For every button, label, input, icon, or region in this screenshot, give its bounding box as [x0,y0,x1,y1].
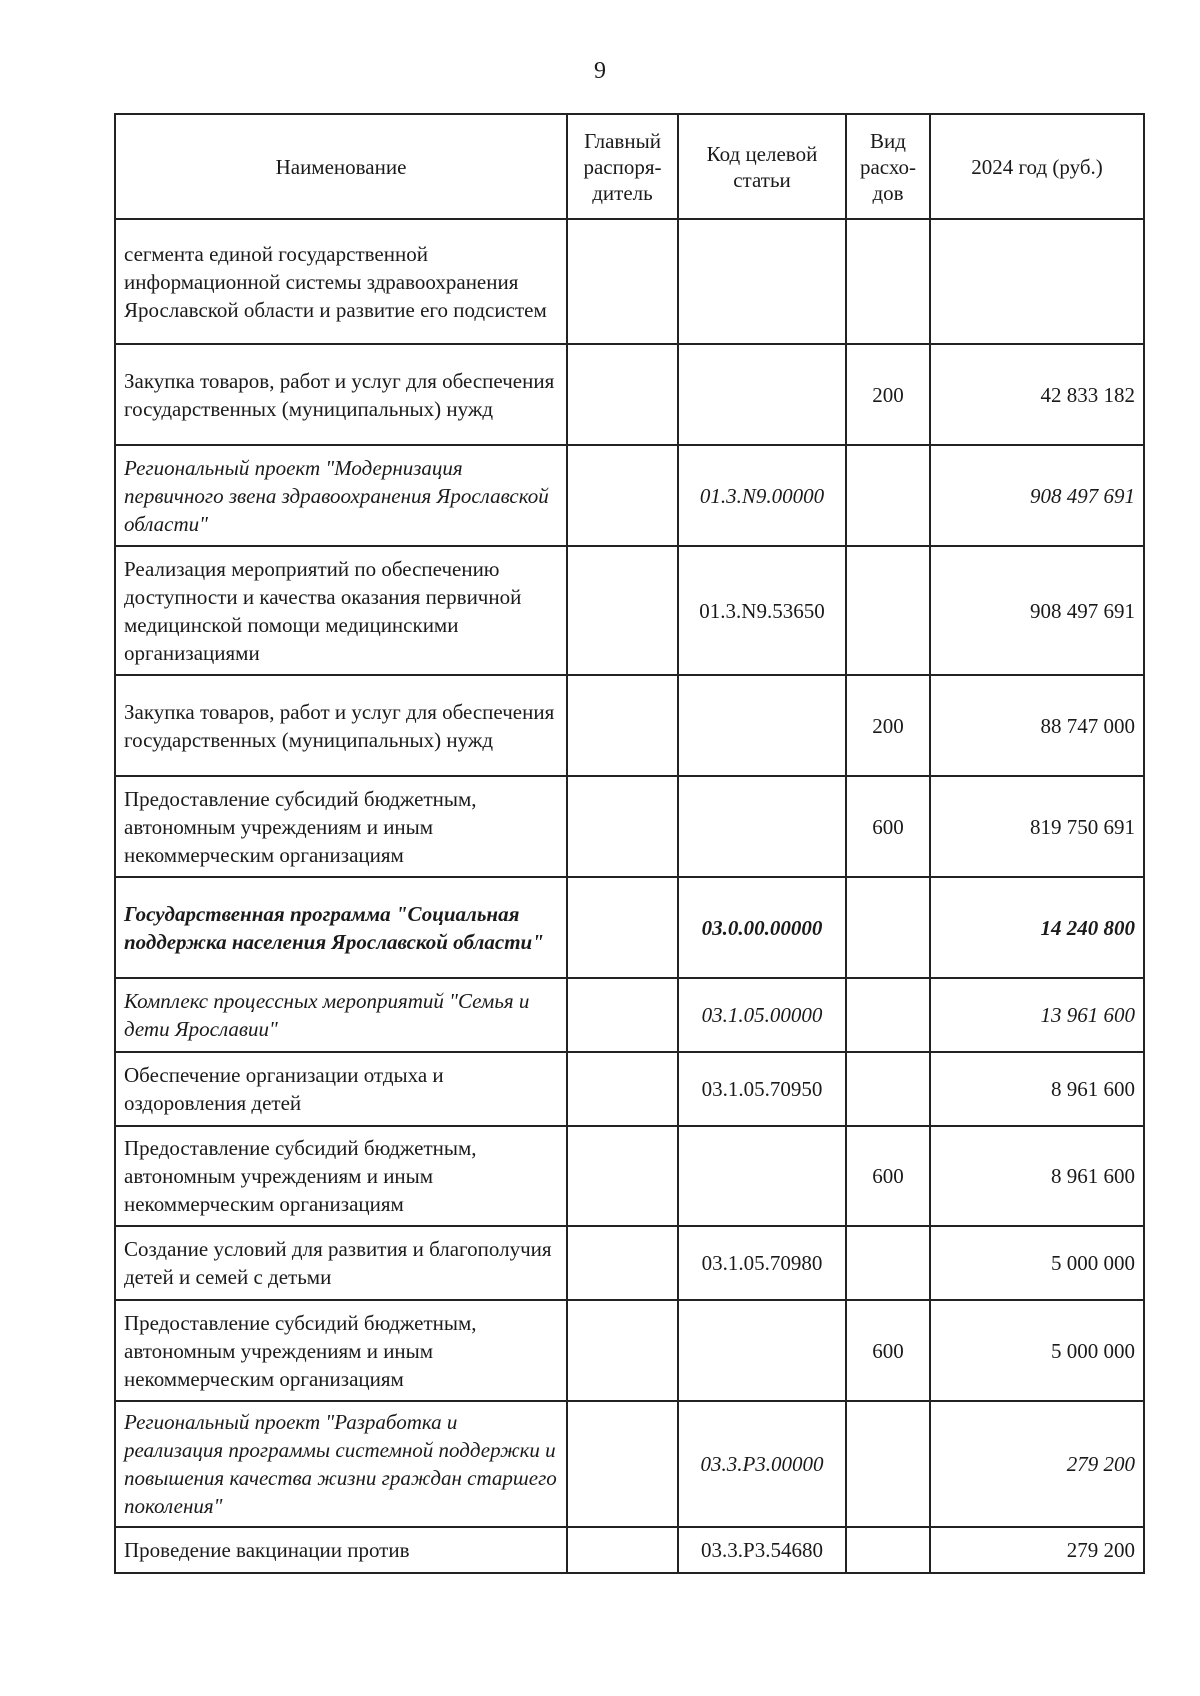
table-row [115,877,1144,978]
row-code: 03.0.00.00000 [678,877,846,978]
table-row [115,978,1144,1052]
row-manager [567,546,678,675]
row-manager [567,877,678,978]
row-amount: 14 240 800 [930,877,1144,978]
table-row [115,1226,1144,1300]
row-type [846,445,930,546]
row-amount: 279 200 [930,1401,1144,1527]
row-type [846,1052,930,1126]
table-header-row [115,114,1144,219]
row-type [846,978,930,1052]
row-code: 01.3.N9.00000 [678,445,846,546]
row-manager [567,1226,678,1300]
header-name: Наименование [115,114,567,219]
row-manager [567,1052,678,1126]
row-name: Реализация мероприятий по обеспечению доступности и качества оказания первичной медицинской помощи медицинскими организациями [115,546,567,675]
row-name: Обеспечение организации отдыха и оздоровления детей [115,1052,567,1126]
row-code [678,1300,846,1401]
row-manager [567,219,678,344]
row-name: Проведение вакцинации против [115,1527,567,1573]
row-code: 03.1.05.70980 [678,1226,846,1300]
row-manager [567,675,678,776]
table-body [115,219,1144,1573]
row-type: 600 [846,1300,930,1401]
table-row [115,1052,1144,1126]
row-manager [567,1300,678,1401]
table-row [115,1300,1144,1401]
row-name: Предоставление субсидий бюджетным, автономным учреждениям и иным некоммерческим организациям [115,776,567,877]
row-code [678,1126,846,1226]
table-row [115,344,1144,445]
row-code: 01.3.N9.53650 [678,546,846,675]
row-type [846,877,930,978]
row-amount: 8 961 600 [930,1052,1144,1126]
row-amount: 908 497 691 [930,546,1144,675]
row-code [678,219,846,344]
row-code [678,675,846,776]
table-row [115,1126,1144,1226]
row-code [678,776,846,877]
header-amount: 2024 год (руб.) [930,114,1144,219]
row-manager [567,1401,678,1527]
row-type: 600 [846,776,930,877]
row-name: Государственная программа "Социальная поддержка населения Ярославской области" [115,877,567,978]
row-amount [930,219,1144,344]
row-type [846,1401,930,1527]
row-type [846,1226,930,1300]
page-number: 9 [594,58,606,84]
row-name: Создание условий для развития и благополучия детей и семей с детьми [115,1226,567,1300]
row-manager [567,344,678,445]
table-row [115,1401,1144,1527]
row-name: Предоставление субсидий бюджетным, автономным учреждениям и иным некоммерческим организациям [115,1300,567,1401]
table-row [115,546,1144,675]
row-name: Закупка товаров, работ и услуг для обеспечения государственных (муниципальных) нужд [115,675,567,776]
row-name: Предоставление субсидий бюджетным, автономным учреждениям и иным некоммерческим организациям [115,1126,567,1226]
row-name: Комплекс процессных мероприятий "Семья и дети Ярославии" [115,978,567,1052]
row-manager [567,445,678,546]
row-amount: 279 200 [930,1527,1144,1573]
row-amount: 5 000 000 [930,1226,1144,1300]
row-code: 03.1.05.00000 [678,978,846,1052]
row-code: 03.3.P3.00000 [678,1401,846,1527]
row-manager [567,1527,678,1573]
header-code: Код целевой статьи [678,114,846,219]
row-type [846,1527,930,1573]
row-amount: 8 961 600 [930,1126,1144,1226]
table-row [115,219,1144,344]
budget-table [114,113,1145,1574]
table-row [115,776,1144,877]
row-name: Региональный проект "Модернизация первичного звена здравоохранения Ярославской области" [115,445,567,546]
row-name: сегмента единой государственной информационной системы здравоохранения Ярославской области и развитие его подсистем [115,219,567,344]
row-amount: 908 497 691 [930,445,1144,546]
row-amount: 13 961 600 [930,978,1144,1052]
row-manager [567,978,678,1052]
header-manager: Главный распоря-дитель [567,114,678,219]
row-amount: 88 747 000 [930,675,1144,776]
row-type [846,546,930,675]
row-type: 600 [846,1126,930,1226]
row-amount: 819 750 691 [930,776,1144,877]
row-name: Региональный проект "Разработка и реализация программы системной поддержки и повышения качества жизни граждан старшего поколения" [115,1401,567,1527]
table-row [115,445,1144,546]
row-manager [567,776,678,877]
row-code: 03.1.05.70950 [678,1052,846,1126]
row-code: 03.3.P3.54680 [678,1527,846,1573]
row-name: Закупка товаров, работ и услуг для обеспечения государственных (муниципальных) нужд [115,344,567,445]
row-code [678,344,846,445]
table-row [115,1527,1144,1573]
row-type: 200 [846,344,930,445]
row-amount: 5 000 000 [930,1300,1144,1401]
row-type: 200 [846,675,930,776]
header-type: Вид расхо-дов [846,114,930,219]
row-amount: 42 833 182 [930,344,1144,445]
row-manager [567,1126,678,1226]
row-type [846,219,930,344]
table-row [115,675,1144,776]
